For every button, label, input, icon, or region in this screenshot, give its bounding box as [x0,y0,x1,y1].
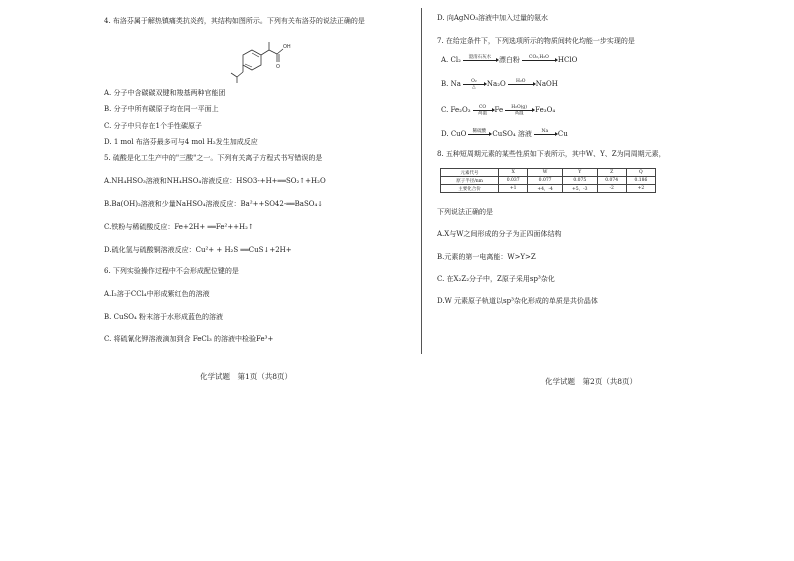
q4-option-b: B. 分子中所有碳原子均在同一平面上 [104,105,219,113]
element-table [440,168,656,193]
table-cell: +2 [626,185,655,193]
struct-oh-label: OH [283,44,291,50]
table-cell: 主要化合价 [441,185,499,193]
q5-stem: 5. 硫酸是化工生产中的"三酸"之一。下列有关离子方程式书写错误的是 [104,154,323,162]
q7-option-b: B. Na O₂ △ Na₂O H₂O NaOH [441,79,558,90]
table-header-cell: W [528,169,563,177]
table-header-row [441,169,656,177]
q6-option-b: B. CuSO₄ 粉末溶于水形成蓝色的溶液 [104,313,224,321]
q8-option-c: C. 在X₂Z₂分子中，Z原子采用sp³杂化 [437,275,555,283]
struct-o-label: O [276,64,280,70]
q7-option-a: A. Cl₂ 澄清石灰水 漂白粉 CO₂,H₂O HClO [441,55,578,64]
q7-stem: 7. 在给定条件下，下列选项所示的物质间转化均能一步实现的是 [437,37,635,45]
q8-prompt: 下列说法正确的是 [437,208,493,216]
q8-option-d: D.W 元素原子轨道以sp³杂化形成的单质是共价晶体 [437,297,598,305]
table-header-cell: X [499,169,528,177]
q6-stem: 6. 下列实验操作过程中不会形成配位键的是 [104,267,239,275]
table-cell: 0.186 [626,177,655,185]
table-cell: +1 [499,185,528,193]
table-row [441,185,656,193]
q5-option-c: C.铁粉与稀硫酸反应：Fe+2H+ ══Fe²++H₂↑ [104,223,254,231]
q5-option-b: B.Ba(OH)₂溶液和少量NaHSO₄溶液反应：Ba²++SO42-══BaSO₄↓ [104,200,324,208]
q5-option-a: A.NH₄HSO₃溶液和NH₄HSO₄溶液反应：HSO3-+H+══SO₂↑+H₂O [104,177,326,185]
table-header-cell: Y [562,169,597,177]
q8-stem: 8. 五种短周期元素的某些性质如下表所示，其中W、Y、Z为同周期元素， [437,150,666,158]
table-cell: 0.037 [499,177,528,185]
q4-option-d: D. 1 mol 布洛芬最多可与4 mol H₂发生加成反应 [104,138,258,146]
q6-option-d: D. 向AgNO₃溶液中加入过量的氨水 [437,14,549,22]
table-header-cell: 元素代号 [441,169,499,177]
page-footer-1: 化学试题 第1页（共8页） [200,372,293,381]
q7-option-c: C. Fe₂O₃ CO 高温 Fe H₂O(g) 高温 Fe₃O₄ [441,105,556,116]
table-header-cell: Z [597,169,626,177]
q6-option-c: C. 将硫氰化钾溶液滴加到含 FeCl₃ 的溶液中检验Fe³+ [104,335,274,343]
column-divider [421,8,422,354]
table-cell: 0.077 [528,177,563,185]
table-cell: 0.075 [562,177,597,185]
table-cell: 原子半径/nm [441,177,499,185]
q8-option-a: A.X与W之间形成的分子为正四面体结构 [437,230,562,238]
q5-option-d: D.硫化氢与硫酸铜溶液反应：Cu²+ + H₂S ══CuS↓+2H+ [104,246,292,254]
q4-stem: 4. 布洛芬属于解热镇痛类抗炎药，其结构如图所示。下列有关布洛芬的说法正确的是 [104,17,365,25]
page-footer-2: 化学试题 第2页（共8页） [545,377,638,386]
q4-option-c: C. 分子中只存在1个手性碳原子 [104,122,203,130]
q4-option-a: A. 分子中含碳碳双键和羧基两种官能团 [104,89,226,97]
table-cell: +5，-3 [562,185,597,193]
q7-option-d: D. CuO 稀硫酸 CuSO₄ 溶液 Na Cu [441,129,568,138]
q8-option-b: B.元素的第一电离能：W>Y>Z [437,253,536,261]
table-cell: 0.074 [597,177,626,185]
q6-option-a: A.I₂溶于CCl₄中形成紫红色的溶液 [104,290,210,298]
table-row [441,177,656,185]
ibuprofen-structure [222,38,302,84]
table-cell: +4，-4 [528,185,563,193]
table-header-cell: Q [626,169,655,177]
table-cell: -2 [597,185,626,193]
